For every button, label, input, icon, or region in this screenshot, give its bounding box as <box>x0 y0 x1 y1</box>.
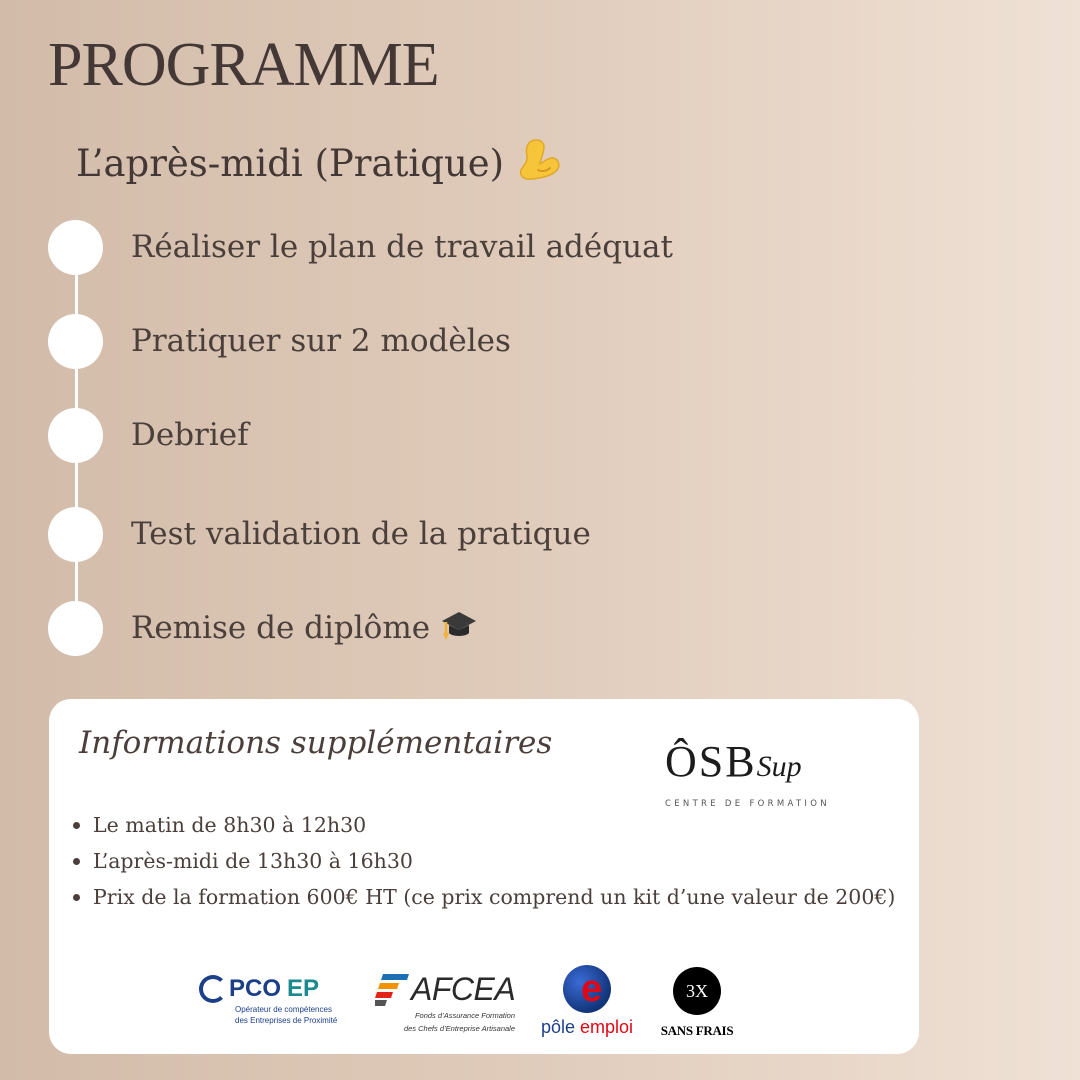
brand-suffix: Sup <box>756 750 802 783</box>
brand-name: ÔSB <box>665 737 757 786</box>
timeline-step <box>48 506 591 562</box>
pole-text-1: pôle <box>540 1017 575 1037</box>
opco-name-b: EP <box>287 975 320 1002</box>
timeline-step <box>48 313 511 369</box>
step-label: Debrief <box>131 417 249 453</box>
timeline-dot <box>48 314 103 369</box>
timeline-dot <box>48 601 103 656</box>
section-subtitle <box>76 134 564 193</box>
brand-tagline: CENTRE DE FORMATION <box>665 799 830 809</box>
step-label <box>131 605 478 651</box>
opco-subtitle-1: Opérateur de compétences <box>235 1005 332 1014</box>
page-title: PROGRAMME <box>48 31 439 99</box>
timeline-dot <box>48 507 103 562</box>
pole-emploi-icon: e <box>563 965 611 1013</box>
opco-subtitle-2: des Entreprises de Proximité <box>235 1016 338 1025</box>
fafcea-subtitle-2: des Chefs d’Entreprise Artisanale <box>403 1024 515 1033</box>
opco-ring-icon <box>199 975 227 1003</box>
list-item: L’après-midi de 13h30 à 16h30 <box>73 847 895 883</box>
subtitle-text: L’après-midi (Pratique) <box>76 142 505 185</box>
step-label: Réaliser le plan de travail adéquat <box>131 229 674 265</box>
graduation-cap-icon <box>440 605 478 651</box>
fafcea-subtitle-1: Fonds d’Assurance Formation <box>414 1011 515 1020</box>
step-label: Pratiquer sur 2 modèles <box>131 323 511 359</box>
step-label: Test validation de la pratique <box>131 516 591 552</box>
info-list <box>73 811 895 919</box>
opco-name-a: PCO <box>229 975 282 1002</box>
fafcea-f-icon <box>375 972 409 1006</box>
info-title: Informations supplémentaires <box>79 725 553 761</box>
timeline-dot <box>48 220 103 275</box>
list-item: Prix de la formation 600€ HT (ce prix comprend un kit d’une valeur de 200€) <box>73 883 895 919</box>
pole-emploi-logo <box>539 965 635 1039</box>
step-label-text: Remise de diplôme <box>131 610 431 646</box>
timeline-step <box>48 407 249 463</box>
timeline-step <box>48 219 673 275</box>
list-item: Le matin de 8h30 à 12h30 <box>73 811 895 847</box>
partner-logos <box>49 961 919 1041</box>
osb-sup-logo <box>665 737 830 819</box>
fafcea-name: AFCEA <box>411 971 516 1007</box>
sans-frais-badge <box>657 967 737 1041</box>
timeline-step <box>48 600 478 656</box>
pole-text-2: emploi <box>580 1017 634 1037</box>
sans-frais-label: SANS FRAIS <box>660 1023 734 1038</box>
info-card <box>49 699 919 1054</box>
opco-ep-logo <box>199 975 339 1035</box>
flexed-biceps-icon <box>514 134 564 193</box>
three-x-badge: 3X <box>673 967 721 1015</box>
fafcea-logo <box>375 971 515 1037</box>
timeline-dot <box>48 408 103 463</box>
